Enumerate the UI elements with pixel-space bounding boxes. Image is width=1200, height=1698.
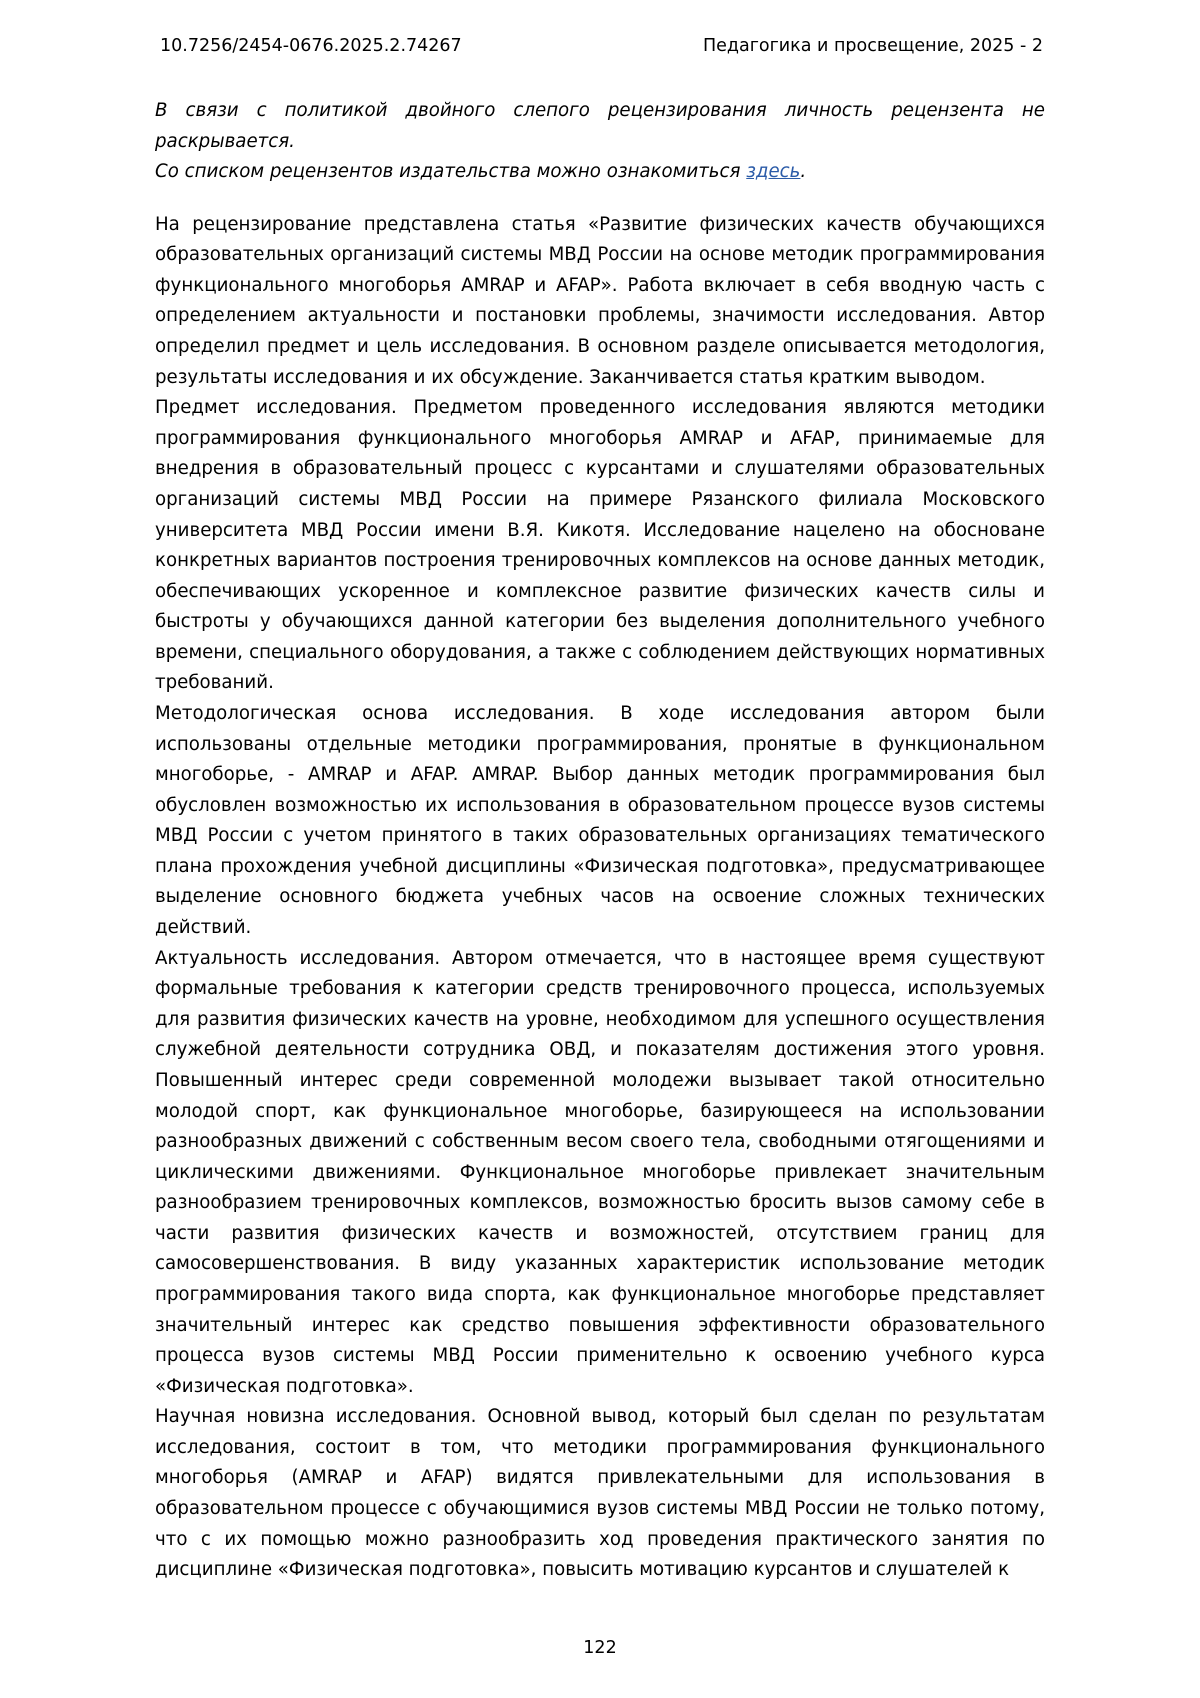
page-header: [160, 36, 1043, 56]
spacer: [155, 188, 1045, 210]
review-body: [155, 210, 1045, 1586]
doi-text: 10.7256/2454-0676.2025.2.74267: [160, 36, 462, 56]
reviewer-notice: [155, 96, 1045, 188]
paragraph-1: На рецензирование представлена статья «Развитие физических качеств обучающихся образовательных организаций системы МВД России на основе методик программирования функционального многоборья AMRAP и AFAP». Работа включает в себя вводную часть с определением актуальности и постановки проблемы, значимости исследования. Автор определил предмет и цель исследования. В основном разделе описывается методология, результаты исследования и их обсуждение. Заканчивается статья кратким выводом.: [155, 213, 1045, 388]
reviewers-list-link[interactable]: здесь: [746, 161, 801, 183]
paragraph-3: Методологическая основа исследования. В ходе исследования автором были использованы отдельные методики программирования, пронятые в функциональном многоборье, - AMRAP и AFAP. AMRAP. Выбор данных методик программирования был обусловлен возможностью их использования в образовательном процессе вузов системы МВД России с учетом принятого в таких образовательных организациях тематического плана прохождения учебной дисциплины «Физическая подготовка», предусматривающее выделение основного бюджета учебных часов на освоение сложных технических действий.: [155, 702, 1045, 939]
paragraph-4: Актуальность исследования. Автором отмечается, что в настоящее время существуют формальные требования к категории средств тренировочного процесса, используемых для развития физических качеств на уровне, необходимом для успешного осуществления служебной деятельности сотрудника ОВД, и показателям достижения этого уровня. Повышенный интерес среди современной молодежи вызывает такой относительно молодой спорт, как функциональное многоборье, базирующееся на использовании разнообразных движений с собственным весом своего тела, свободными отягощениями и циклическими движениями. Функциональное многоборье привлекает значительным разнообразием тренировочных комплексов, возможностью бросить вызов самому себе в части развития физических качеств и возможностей, отсутствием границ для самосовершенствования. В виду указанных характеристик использование методик программирования такого вида спорта, как функциональное многоборье представляет значительный интерес как средство повышения эффективности образовательного процесса вузов системы МВД России применительно к освоению учебного курса «Физическая подготовка».: [155, 947, 1045, 1397]
page-number: 122: [583, 1638, 617, 1658]
notice-line-1: В связи с политикой двойного слепого рецензирования личность рецензента не раскрывается.: [155, 100, 1045, 152]
notice-line-2-suffix: .: [800, 161, 807, 183]
paragraph-2: Предмет исследования. Предметом проведенного исследования являются методики программирования функционального многоборья AMRAP и AFAP, принимаемые для внедрения в образовательный процесс с курсантами и слушателями образовательных организаций системы МВД России на примере Рязанского филиала Московского университета МВД России имени В.Я. Кикотя. Исследование нацелено на обосноване конкретных вариантов построения тренировочных комплексов на основе данных методик, обеспечивающих ускоренное и комплексное развитие физических качеств силы и быстроты у обучающихся данной категории без выделения дополнительного учебного времени, специального оборудования, а также с соблюдением действующих нормативных требований.: [155, 397, 1045, 694]
journal-title-text: Педагогика и просвещение, 2025 - 2: [702, 36, 1043, 56]
notice-line-2-prefix: Со списком рецензентов издательства можно ознакомиться: [155, 161, 747, 183]
paragraph-5: Научная новизна исследования. Основной вывод, который был сделан по результатам исследования, состоит в том, что методики программирования функционального многоборья (AMRAP и AFAP) видятся привлекательными для использования в образовательном процессе с обучающимися вузов системы МВД России не только потому, что с их помощью можно разнообразить ход проведения практического занятия по дисциплине «Физическая подготовка», повысить мотивацию курсантов и слушателей к: [155, 1406, 1045, 1581]
notice-line-2: [155, 157, 1045, 188]
